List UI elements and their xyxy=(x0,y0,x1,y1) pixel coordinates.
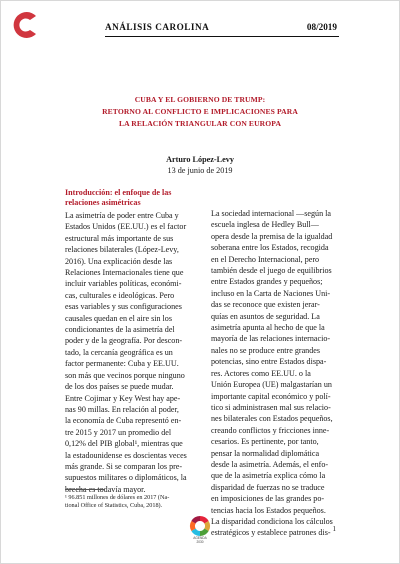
body-text-line: das se reconoce que existen jerar- xyxy=(211,300,320,310)
body-text-line: en imposiciones de las grandes po- xyxy=(211,494,325,504)
body-text-line: desde la asimetría. Además, el enfo- xyxy=(211,459,329,469)
body-text-line: poder y de la geografía. Por descon- xyxy=(65,336,183,346)
footnote-line: ¹ 96.851 millones de dólares en 2017 (Na- xyxy=(65,494,170,501)
fundacion-carolina-logo xyxy=(9,8,39,42)
body-text-line: tencias hacia los Estados pequeños. xyxy=(211,505,326,515)
body-text-line: importante capital económico y polí- xyxy=(211,391,331,401)
author-name: Arturo López-Levy xyxy=(166,155,234,164)
body-text-line: esas variables y sus configuraciones xyxy=(65,302,182,312)
body-text-line: causales quedan en el aire sin los xyxy=(65,313,172,323)
footnote-rule xyxy=(65,489,105,490)
body-text-line: asimetría apunta al hecho de que la xyxy=(211,323,325,333)
body-text-line: opera desde la premisa de la igualdad xyxy=(211,231,333,241)
footnote xyxy=(65,494,193,511)
title-line: LA RELACIÓN TRIANGULAR CON EUROPA xyxy=(118,119,282,128)
publication-date: 13 de junio de 2019 xyxy=(167,166,233,175)
body-text-line: incluso en la Carta de Naciones Uni- xyxy=(211,288,331,298)
body-text-line: que de la asimetría explica cómo la xyxy=(211,471,326,481)
body-text-line: tico si administrasen mal sus relacio- xyxy=(211,402,331,412)
body-text-line: nas 90 millas. En relación al poder, xyxy=(65,404,179,414)
body-text-line: entre Estados grandes y pequeños; xyxy=(211,277,323,287)
body-text-line: La disparidad condiciona los cálculos xyxy=(211,516,333,526)
body-text-line: la economía de Cuba representó en- xyxy=(65,416,182,426)
footnote-line: tional Office of Statistics, Cuba, 2018). xyxy=(65,502,163,510)
body-text-line: pensar la normalidad diplomática xyxy=(211,448,320,458)
body-text-line: Relaciones Internacionales tiene que xyxy=(65,268,184,278)
body-text-line: condicionantes de la asimetría del xyxy=(65,325,175,335)
body-text-line: factor permanente: Cuba y EE.UU. xyxy=(65,359,179,369)
body-text-line: soberana entre los Estados, recogida xyxy=(211,243,329,253)
title-line: RETORNO AL CONFLICTO E IMPLICACIONES PARA xyxy=(102,107,298,116)
agenda-label-line: 2030 xyxy=(196,539,204,544)
body-text-line: 0,12% del PIB global¹, mientras que xyxy=(65,439,183,449)
agenda-2030-wheel-icon xyxy=(187,513,213,551)
body-text-line: son más que vecinos porque ninguno xyxy=(65,370,185,380)
body-text-line: más grande. Si se comparan los pre- xyxy=(65,461,183,471)
issue-number: 08/2019 xyxy=(306,22,337,32)
body-text-line: supuestos militares o diplomáticos, la xyxy=(65,473,187,483)
body-text-line: Estados Unidos (EE.UU.) es el factor xyxy=(65,222,187,232)
body-text-line: tre 2015 y 2017 un promedio del xyxy=(65,427,172,437)
body-text-line: nes bilaterales con Estados pequeños, xyxy=(211,414,333,424)
body-text-line: estratégicos y establece patrones dis- xyxy=(211,528,331,538)
title-line: CUBA Y EL GOBIERNO DE TRUMP: xyxy=(134,95,266,104)
section-heading-line: relaciones asimétricas xyxy=(65,198,141,207)
left-column-body xyxy=(65,210,191,495)
agenda-2030-label xyxy=(187,537,213,544)
body-text-line: Entre Cojimar y Key West hay ape- xyxy=(65,393,181,403)
body-text-line: Unión Europea (UE) malgastarían un xyxy=(211,380,332,390)
body-text-line: relaciones bilaterales (López-Levy, xyxy=(65,245,179,255)
body-text-line: creando conflictos y fricciones inne- xyxy=(211,425,330,435)
body-text-line: brecha es todavía mayor. xyxy=(65,484,146,494)
body-text-line: la estadounidense es doscientas veces xyxy=(65,450,187,460)
body-text-line: estructural más importante de sus xyxy=(65,233,174,243)
left-column xyxy=(65,188,191,495)
body-text-line: disparidad de fuerzas no se traduce xyxy=(211,482,325,492)
body-text-line: de los dos países se puede mudar. xyxy=(65,382,174,392)
body-text-line: también desde el juego de equilibrios xyxy=(211,266,332,276)
body-text-line: cas, culturales e ideológicas. Pero xyxy=(65,290,175,300)
agenda-label-line: AGENDA xyxy=(193,536,207,540)
header-rule xyxy=(105,36,339,37)
body-text-line: quías en asuntos de seguridad. La xyxy=(211,311,320,321)
header-brand: ANÁLISIS CAROLINA xyxy=(105,22,210,32)
section-heading-line: Introducción: el enfoque de las xyxy=(65,188,172,197)
body-text-line: potencias, sino entre Estados dispa- xyxy=(211,357,327,367)
body-text-line: mayoría de las relaciones internacio- xyxy=(211,334,331,344)
document-title xyxy=(61,94,339,130)
body-text-line: nales no se produce entre grandes xyxy=(211,345,320,355)
body-text-line: tado, la cercanía geográfica es un xyxy=(65,347,173,357)
page-number: 1 xyxy=(332,525,336,533)
body-text-line: escuela inglesa de Hedley Bull— xyxy=(211,220,319,230)
body-text-line: en el Derecho Internacional, pero xyxy=(211,254,320,264)
body-text-line: cesarios. Es pertinente, por tanto, xyxy=(211,437,319,447)
body-text-line: La sociedad internacional —según la xyxy=(211,209,332,218)
body-text-line: incluir variables políticas, económi- xyxy=(65,279,182,289)
right-column-body xyxy=(211,208,337,539)
body-text-line: La asimetría de poder entre Cuba y xyxy=(65,211,179,220)
right-column xyxy=(211,208,337,539)
body-text-line: 2016). Una explicación desde las xyxy=(65,256,173,266)
body-text-line: res. Actores como EE.UU. o la xyxy=(211,368,311,378)
section-heading xyxy=(65,188,191,208)
